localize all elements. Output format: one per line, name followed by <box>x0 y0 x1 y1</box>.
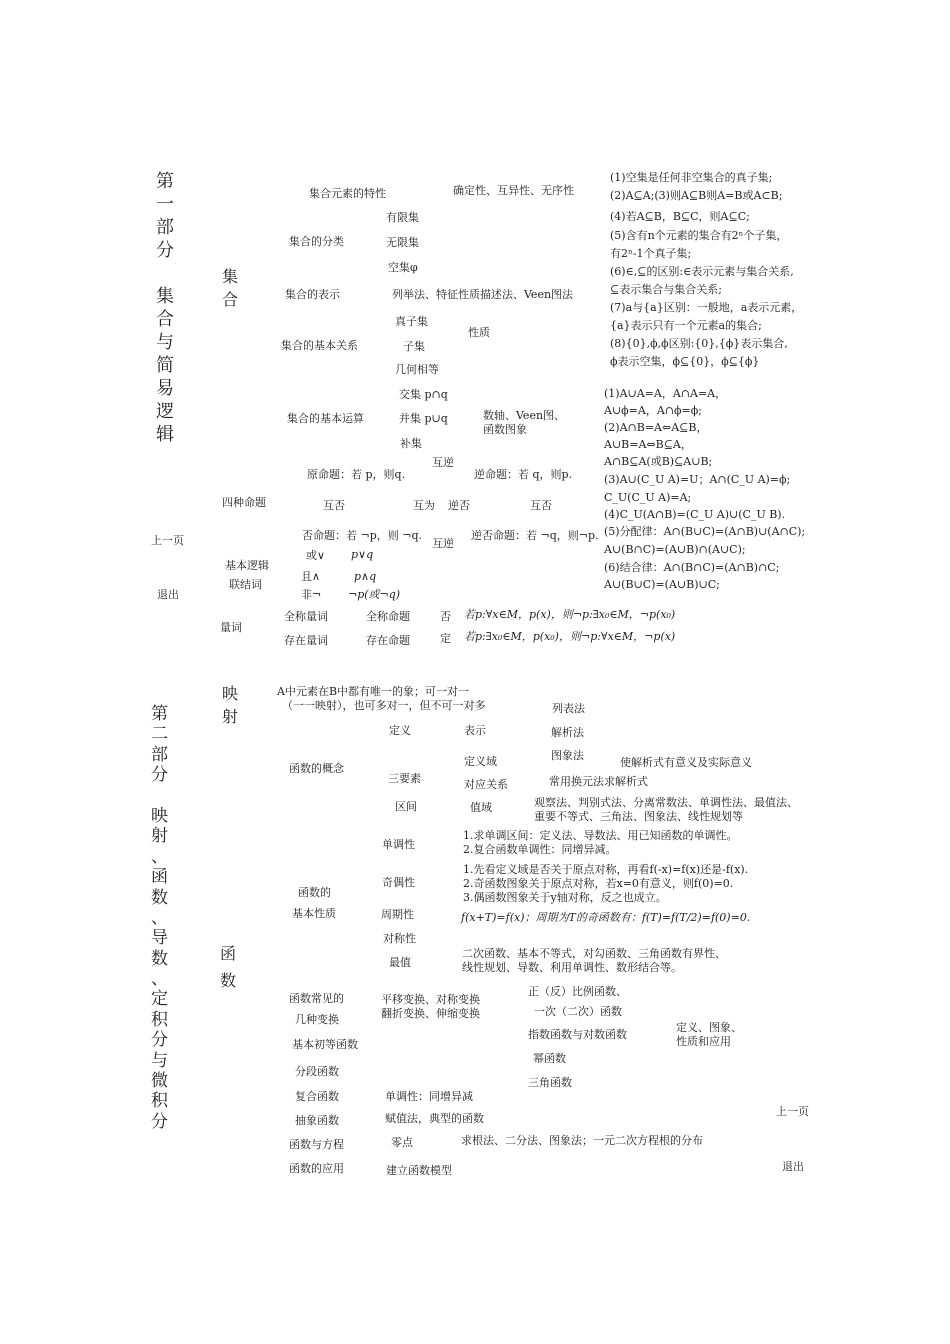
set-property-line: (8){0},ϕ,ϕ区别:{0},{ϕ}表示集合, <box>610 337 788 350</box>
set-representation: 集合的表示 <box>285 288 340 301</box>
linear-quadratic-function: 一次（二次）函数 <box>534 1005 622 1018</box>
mapping-definition-2: （一一映射），也可多对一，但不可一对多 <box>282 699 486 712</box>
subset: 子集 <box>403 340 425 353</box>
interval: 区间 <box>395 800 417 813</box>
set-operation-line: (1)A∪A=A，A∩A=A， <box>604 387 727 400</box>
range-methods-2: 重要不等式、三角法、图象法、线性规划等 <box>534 810 743 823</box>
four-propositions: 四种命题 <box>222 496 266 509</box>
periodicity-note: f(x+T)=f(x)；周期为T的奇函数有：f(T)=f(T/2)=f(0)=0. <box>461 911 751 924</box>
correspondence: 对应关系 <box>464 778 508 791</box>
parity-note-2: 2.奇函数图象关于原点对称，若x=0有意义，则f(0)=0. <box>463 877 734 890</box>
prev-page-link-1[interactable]: 上一页 <box>151 534 184 547</box>
number-axis-veen: 数轴、Veen图、 <box>483 409 566 422</box>
negation-char-1: 否 <box>440 610 451 623</box>
extremum-note-2: 线性规划、导数、利用单调性、数形结合等。 <box>462 961 682 974</box>
set-property-line: ⊆表示集合与集合关系; <box>610 283 722 296</box>
set-representation-methods: 列举法、特征性质描述法、Veen图法 <box>392 288 574 301</box>
universal-negation-formula: 若p:∀x∈M，p(x)，则¬p:∃x₀∈M，¬p(x₀) <box>464 608 676 621</box>
monotonic-note-2: 2.复合函数单调性：同增异减。 <box>463 843 617 856</box>
set-element-traits: 集合元素的特性 <box>309 187 386 200</box>
three-elements: 三要素 <box>388 772 421 785</box>
inverse-proposition: 逆命题：若 q，则p. <box>474 468 573 481</box>
transform-list-1: 平移变换、对称变换 <box>381 993 480 1006</box>
zero-note: 求根法、二分法、图象法；一元二次方程根的分布 <box>461 1134 703 1147</box>
set-property-line: (1)空集是任何非空集合的真子集; <box>610 171 773 184</box>
mutual-contrapositive: 逆否 <box>448 499 470 512</box>
function-concept: 函数的概念 <box>289 762 344 775</box>
exit-link-2[interactable]: 退出 <box>782 1160 804 1173</box>
domain-note: 使解析式有意义及实际意义 <box>620 756 752 769</box>
empty-set: 空集φ <box>388 261 418 274</box>
representation: 表示 <box>464 724 486 737</box>
definition: 定义 <box>389 724 411 737</box>
complement: 补集 <box>400 437 422 450</box>
set-operation-line: (5)分配律：A∩(B∪C)=(A∩B)∪(A∩C); <box>604 525 806 538</box>
prev-page-link-2[interactable]: 上一页 <box>776 1105 809 1118</box>
exp-log-function: 指数函数与对数函数 <box>528 1028 627 1041</box>
set-heading: 集 合 <box>222 267 239 310</box>
existential-negation-formula: 若p:∃x₀∈M，p(x₀)，则¬p:∀x∈M，¬p(x) <box>464 630 676 643</box>
set-property-line: 有2ⁿ-1个真子集; <box>610 247 692 260</box>
power-function: 幂函数 <box>533 1052 566 1065</box>
set-operation-line: A∪ϕ=A，A∩ϕ=ϕ; <box>604 404 702 417</box>
set-operation-line: (6)结合律：A∩(B∩C)=(A∩B)∩C; <box>604 561 780 574</box>
analytic-method: 解析法 <box>551 726 584 739</box>
symmetry: 对称性 <box>383 932 416 945</box>
monotonic-note-1: 1.求单调区间：定义法、导数法、用已知函数的单调性。 <box>463 829 738 842</box>
connectives: 联结词 <box>229 578 262 591</box>
composite-function: 复合函数 <box>295 1090 339 1103</box>
mapping-heading: 映 射 <box>222 684 239 727</box>
part2-title: 第 二 部 分 映 射 、 函 数 、 导 数 、 定 积 分 与 微 积 分 <box>151 704 168 1132</box>
proper-subset: 真子集 <box>395 315 428 328</box>
list-method: 列表法 <box>552 702 585 715</box>
not-word: 非¬ <box>301 588 322 601</box>
set-basic-operations: 集合的基本运算 <box>287 412 364 425</box>
parity-note-1: 1.先看定义域是否关于原点对称，再看f(-x)=f(x)还是-f(x). <box>463 863 749 876</box>
abstract-note: 赋值法，典型的函数 <box>385 1112 484 1125</box>
mutual-for: 互为 <box>413 499 435 512</box>
existential-proposition: 存在命题 <box>366 634 410 647</box>
parity-note-3: 3.偶函数图象关于y轴对称，反之也成立。 <box>463 891 667 904</box>
existential-quantifier: 存在量词 <box>284 634 328 647</box>
negation-proposition: 否命题：若 ¬p，则 ¬q. <box>302 529 423 542</box>
set-property-line: (2)A⊆A;(3)则A⊆B则A=B或A⊂B; <box>610 189 783 202</box>
set-operation-line: (2)A∩B=A⇔A⊆B， <box>604 421 708 434</box>
mutual-negation-right: 互否 <box>530 499 552 512</box>
abstract-function: 抽象函数 <box>295 1114 339 1127</box>
definition-graph-2: 性质和应用 <box>676 1035 731 1048</box>
set-operation-line: A∪(B∩C)=(A∪B)∩(A∪C); <box>604 543 746 556</box>
common-transform-2: 几种变换 <box>295 1013 339 1026</box>
set-operation-line: A∩B⊆A(或B)⊆A∪B; <box>604 455 713 468</box>
universal-proposition: 全称命题 <box>366 610 410 623</box>
extremum-note-1: 二次函数、基本不等式，对勾函数、三角函数有界性、 <box>462 947 726 960</box>
definition-graph-1: 定义、图象、 <box>676 1021 742 1034</box>
function-heading: 函 数 <box>220 944 237 991</box>
contrapositive-proposition: 逆否命题：若 ¬q，则¬p. <box>471 529 599 542</box>
composite-note: 单调性：同增异减 <box>385 1090 473 1103</box>
part1-title: 第 一 部 分 集 合 与 简 易 逻 辑 <box>156 171 174 446</box>
set-property-line: (5)含有n个元素的集合有2ⁿ个子集， <box>610 229 788 242</box>
set-property-line: {a}表示只有一个元素a的集合; <box>610 319 762 332</box>
infinite-set: 无限集 <box>386 236 419 249</box>
negation-char-2: 定 <box>440 632 451 645</box>
set-equal: 几何相等 <box>395 363 439 376</box>
range: 值域 <box>470 801 492 814</box>
graph-method: 图象法 <box>551 749 584 762</box>
set-operation-line: C_U(C_U A)=A; <box>604 491 692 504</box>
basic-properties: 基本性质 <box>292 907 336 920</box>
intersection: 交集 p∩q <box>399 388 448 401</box>
quantifier: 量词 <box>220 621 242 634</box>
function-equation: 函数与方程 <box>289 1138 344 1151</box>
piecewise-function: 分段函数 <box>295 1065 339 1078</box>
and-formula: p∧q <box>354 570 377 583</box>
mutual-negation-left: 互否 <box>323 499 345 512</box>
set-classification: 集合的分类 <box>289 235 344 248</box>
and-word: 且∧ <box>301 570 321 583</box>
extremum: 最值 <box>389 956 411 969</box>
set-operation-line: (3)A∪(C_U A)=U；A∩(C_U A)=ϕ; <box>604 473 791 486</box>
not-formula: ¬p(或¬q) <box>348 588 401 601</box>
zero-point: 零点 <box>391 1136 413 1149</box>
set-property-line: (4)若A⊆B，B⊆C，则A⊆C; <box>610 210 750 223</box>
original-proposition: 原命题：若 p，则q. <box>307 468 406 481</box>
range-methods-1: 观察法、判别式法、分离常数法、单调性法、最值法、 <box>534 796 798 809</box>
universal-quantifier: 全称量词 <box>284 610 328 623</box>
function-graph: 函数图象 <box>483 423 527 436</box>
set-property-line: (6)∈,⊆的区别:∈表示元素与集合关系, <box>610 265 794 278</box>
function-of: 函数的 <box>298 886 331 899</box>
domain: 定义域 <box>464 755 497 768</box>
mapping-definition-1: A中元素在B中都有唯一的象；可一对一 <box>277 685 470 698</box>
substitution-note: 常用换元法求解析式 <box>549 775 648 788</box>
function-model: 建立函数模型 <box>386 1164 452 1177</box>
set-property-line: (7)a与{a}区别：一般地，a表示元素， <box>610 301 803 314</box>
periodicity: 周期性 <box>381 908 414 921</box>
proportional-function: 正（反）比例函数、 <box>528 985 627 998</box>
exit-link-1[interactable]: 退出 <box>157 588 179 601</box>
mutual-inverse-bottom: 互逆 <box>432 537 454 550</box>
union: 并集 p∪q <box>399 412 448 425</box>
set-operation-line: A∪B=A⇔B⊆A， <box>604 438 692 451</box>
finite-set: 有限集 <box>386 211 419 224</box>
parity: 奇偶性 <box>382 876 415 889</box>
or-word: 或∨ <box>306 549 326 562</box>
transform-list-2: 翻折变换、伸缩变换 <box>381 1007 480 1020</box>
common-transform-1: 函数常见的 <box>289 992 344 1005</box>
set-nature: 性质 <box>468 326 490 339</box>
mutual-inverse-top: 互逆 <box>432 456 454 469</box>
function-application: 函数的应用 <box>289 1162 344 1175</box>
basic-elementary-function: 基本初等函数 <box>292 1038 358 1051</box>
set-basic-relation: 集合的基本关系 <box>281 339 358 352</box>
monotonicity: 单调性 <box>382 838 415 851</box>
basic-logic: 基本逻辑 <box>225 559 269 572</box>
set-property-line: ϕ表示空集，ϕ⊆{0}，ϕ⊆{ϕ} <box>610 355 760 368</box>
set-operation-line: (4)C_U(A∩B)=(C_U A)∪(C_U B). <box>604 508 786 521</box>
set-operation-line: A∪(B∪C)=(A∪B)∪C; <box>604 578 720 591</box>
or-formula: p∨q <box>351 548 374 561</box>
set-element-traits-values: 确定性、互异性、无序性 <box>453 184 574 197</box>
trig-function: 三角函数 <box>528 1076 572 1089</box>
